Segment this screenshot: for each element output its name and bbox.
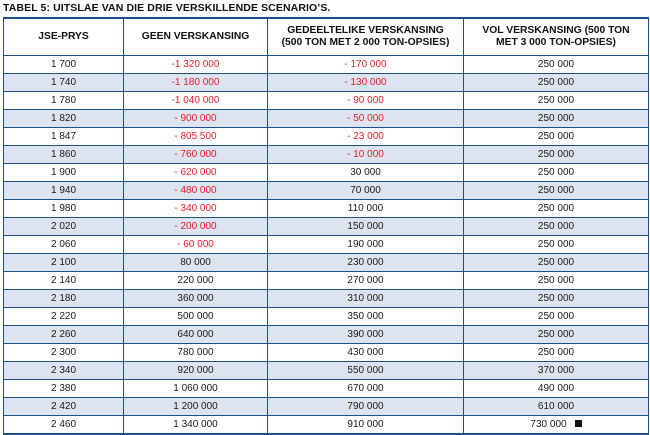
cell-no-hedge — [124, 56, 268, 74]
cell-partial-hedge-value: 790 000 — [347, 401, 384, 412]
table-row — [4, 326, 649, 344]
cell-price — [4, 398, 124, 416]
cell-full-hedge — [464, 182, 649, 200]
cell-no-hedge-value: - 760 000 — [174, 149, 217, 160]
cell-full-hedge — [464, 92, 649, 110]
cell-no-hedge — [124, 290, 268, 308]
cell-no-hedge — [124, 128, 268, 146]
table-row — [4, 218, 649, 236]
cell-full-hedge-value: 250 000 — [537, 185, 575, 196]
cell-partial-hedge — [268, 74, 464, 92]
cell-price-value: 2 380 — [50, 383, 77, 394]
cell-price-value: 2 140 — [50, 275, 77, 286]
cell-price — [4, 308, 124, 326]
cell-price — [4, 128, 124, 146]
cell-price-value: 1 940 — [50, 185, 77, 196]
cell-no-hedge — [124, 416, 268, 435]
cell-full-hedge-value: 250 000 — [537, 221, 575, 232]
cell-price-value: 1 700 — [50, 59, 77, 70]
cell-full-hedge-value: 250 000 — [537, 239, 575, 250]
cell-partial-hedge-value: 70 000 — [350, 185, 381, 196]
cell-partial-hedge — [268, 92, 464, 110]
cell-full-hedge-value: 250 000 — [537, 131, 575, 142]
cell-no-hedge-value: 780 000 — [177, 347, 214, 358]
cell-price-value: 2 020 — [50, 221, 77, 232]
cell-partial-hedge — [268, 236, 464, 254]
cell-partial-hedge-value: 430 000 — [347, 347, 384, 358]
cell-price-value: 1 860 — [50, 149, 77, 160]
cell-price-value: 1 740 — [50, 77, 77, 88]
cell-price — [4, 380, 124, 398]
cell-price — [4, 326, 124, 344]
cell-partial-hedge-value: 270 000 — [347, 275, 384, 286]
cell-no-hedge — [124, 92, 268, 110]
cell-full-hedge-value: 730 000 — [530, 419, 567, 430]
cell-price-value: 2 420 — [50, 401, 77, 412]
cell-full-hedge — [464, 398, 649, 416]
header-row — [4, 18, 649, 56]
cell-no-hedge-value: 920 000 — [177, 365, 214, 376]
cell-partial-hedge — [268, 146, 464, 164]
cell-partial-hedge — [268, 272, 464, 290]
cell-no-hedge-value: 220 000 — [177, 275, 214, 286]
cell-price-value: 2 060 — [50, 239, 77, 250]
cell-no-hedge-value: -1 180 000 — [171, 77, 220, 88]
cell-partial-hedge-value: 30 000 — [350, 167, 381, 178]
cell-no-hedge-value: - 620 000 — [174, 167, 217, 178]
cell-price — [4, 236, 124, 254]
cell-full-hedge — [464, 164, 649, 182]
table-row — [4, 92, 649, 110]
cell-full-hedge — [464, 110, 649, 128]
cell-price — [4, 290, 124, 308]
cell-partial-hedge — [268, 362, 464, 380]
cell-partial-hedge-value: 150 000 — [347, 221, 384, 232]
cell-no-hedge-value: -1 320 000 — [171, 59, 220, 70]
cell-no-hedge-value: 1 340 000 — [173, 419, 218, 430]
cell-partial-hedge — [268, 254, 464, 272]
cell-price-value: 1 820 — [50, 113, 77, 124]
cell-partial-hedge — [268, 326, 464, 344]
header-price: JSE-PRYS — [4, 18, 124, 56]
cell-no-hedge-value: - 480 000 — [174, 185, 217, 196]
table-row — [4, 272, 649, 290]
table-row — [4, 74, 649, 92]
cell-partial-hedge-value: 550 000 — [347, 365, 384, 376]
cell-no-hedge — [124, 110, 268, 128]
cell-full-hedge-value: 250 000 — [537, 149, 575, 160]
table-row — [4, 254, 649, 272]
cell-price — [4, 92, 124, 110]
cell-price — [4, 146, 124, 164]
table-row — [4, 398, 649, 416]
cell-price-value: 1 847 — [50, 131, 77, 142]
cell-partial-hedge-value: 310 000 — [347, 293, 384, 304]
cell-full-hedge — [464, 218, 649, 236]
cell-price — [4, 254, 124, 272]
cell-price-value: 2 460 — [50, 419, 77, 430]
cell-partial-hedge — [268, 290, 464, 308]
cell-full-hedge-value: 250 000 — [537, 311, 575, 322]
cell-no-hedge-value: 1 200 000 — [173, 401, 218, 412]
cell-price — [4, 218, 124, 236]
cell-no-hedge — [124, 326, 268, 344]
cell-partial-hedge-value: 190 000 — [347, 239, 384, 250]
cell-full-hedge-value: 250 000 — [537, 275, 575, 286]
cell-full-hedge — [464, 362, 649, 380]
cell-full-hedge-value: 250 000 — [537, 113, 575, 124]
cell-no-hedge — [124, 254, 268, 272]
cell-partial-hedge-value: 910 000 — [347, 419, 384, 430]
cell-no-hedge — [124, 218, 268, 236]
cell-no-hedge — [124, 380, 268, 398]
cell-partial-hedge — [268, 344, 464, 362]
cell-no-hedge — [124, 200, 268, 218]
cell-price-value: 2 260 — [50, 329, 77, 340]
table-row — [4, 308, 649, 326]
cell-no-hedge-value: 360 000 — [177, 293, 214, 304]
cell-no-hedge-value: - 340 000 — [174, 203, 217, 214]
header-partial-hedge: GEDEELTELIKE VERSKANSING (500 TON MET 2 000 TON-OPSIES) — [268, 18, 464, 56]
cell-no-hedge-value: 1 060 000 — [173, 383, 218, 394]
cell-partial-hedge — [268, 218, 464, 236]
table-caption: TABEL 5: UITSLAE VAN DIE DRIE VERSKILLENDE SCENARIO’S. — [3, 2, 331, 14]
cell-full-hedge — [464, 308, 649, 326]
cell-full-hedge-value: 250 000 — [537, 257, 575, 268]
cell-no-hedge-value: - 60 000 — [177, 239, 214, 250]
cell-partial-hedge-value: - 130 000 — [344, 77, 387, 88]
cell-no-hedge — [124, 182, 268, 200]
table-row — [4, 290, 649, 308]
cell-full-hedge-value: 370 000 — [537, 365, 575, 376]
cell-price-value: 2 100 — [50, 257, 77, 268]
cell-partial-hedge-value: 350 000 — [347, 311, 384, 322]
cell-partial-hedge-value: - 23 000 — [347, 131, 384, 142]
header-full-hedge: VOL VERSKANSING (500 TON MET 3 000 TON-OPSIES) — [464, 18, 649, 56]
cell-full-hedge — [464, 128, 649, 146]
cell-full-hedge-value: 250 000 — [537, 293, 575, 304]
cell-partial-hedge-value: - 10 000 — [347, 149, 384, 160]
cell-price — [4, 344, 124, 362]
table-row — [4, 128, 649, 146]
cell-full-hedge-value: 250 000 — [537, 203, 575, 214]
cell-partial-hedge-value: - 170 000 — [344, 59, 387, 70]
cell-partial-hedge — [268, 128, 464, 146]
cell-full-hedge-value: 250 000 — [537, 59, 575, 70]
cell-no-hedge — [124, 308, 268, 326]
cell-price — [4, 272, 124, 290]
cell-price — [4, 164, 124, 182]
header-no-hedge: GEEN VERSKANSING — [124, 18, 268, 56]
table-row — [4, 236, 649, 254]
cell-partial-hedge-value: 230 000 — [347, 257, 384, 268]
cell-full-hedge — [464, 200, 649, 218]
cell-price-value: 2 180 — [50, 293, 77, 304]
table-row — [4, 164, 649, 182]
cell-price-value: 1 980 — [50, 203, 77, 214]
cell-price-value: 1 780 — [50, 95, 77, 106]
table-row — [4, 200, 649, 218]
cell-partial-hedge — [268, 164, 464, 182]
table-row — [4, 362, 649, 380]
cell-price — [4, 56, 124, 74]
cell-no-hedge — [124, 74, 268, 92]
cell-price — [4, 110, 124, 128]
cell-no-hedge-value: -1 040 000 — [171, 95, 220, 106]
cell-price — [4, 362, 124, 380]
cell-full-hedge — [464, 290, 649, 308]
cell-full-hedge — [464, 416, 649, 435]
cell-full-hedge-value: 250 000 — [537, 95, 575, 106]
cell-partial-hedge — [268, 110, 464, 128]
cell-no-hedge-value: - 805 500 — [174, 131, 217, 142]
table-row — [4, 380, 649, 398]
cell-full-hedge — [464, 380, 649, 398]
cell-partial-hedge — [268, 200, 464, 218]
cell-no-hedge — [124, 344, 268, 362]
cell-full-hedge-value: 490 000 — [537, 383, 575, 394]
cell-full-hedge — [464, 56, 649, 74]
cell-price — [4, 416, 124, 435]
table-row — [4, 146, 649, 164]
cell-no-hedge-value: - 200 000 — [174, 221, 217, 232]
cell-no-hedge — [124, 236, 268, 254]
cell-partial-hedge-value: 110 000 — [347, 203, 384, 214]
cell-partial-hedge-value: - 90 000 — [347, 95, 384, 106]
cell-full-hedge — [464, 326, 649, 344]
cell-full-hedge-value: 250 000 — [537, 77, 575, 88]
cell-partial-hedge — [268, 182, 464, 200]
cell-full-hedge-value: 250 000 — [537, 329, 575, 340]
cell-full-hedge — [464, 236, 649, 254]
cell-partial-hedge — [268, 308, 464, 326]
cell-full-hedge-value: 250 000 — [537, 347, 575, 358]
cell-price-value: 2 340 — [50, 365, 77, 376]
cell-price — [4, 200, 124, 218]
cell-no-hedge — [124, 272, 268, 290]
table-row — [4, 416, 649, 435]
cell-price-value: 2 220 — [50, 311, 77, 322]
cell-no-hedge-value: 80 000 — [180, 257, 211, 268]
cell-no-hedge-value: 640 000 — [177, 329, 214, 340]
results-table — [3, 17, 649, 435]
cell-price — [4, 182, 124, 200]
cell-no-hedge — [124, 164, 268, 182]
cell-full-hedge — [464, 254, 649, 272]
cell-partial-hedge — [268, 56, 464, 74]
cell-partial-hedge — [268, 416, 464, 435]
cell-full-hedge-value: 250 000 — [537, 167, 575, 178]
table-row — [4, 56, 649, 74]
table-row — [4, 110, 649, 128]
cell-price-value: 2 300 — [50, 347, 77, 358]
cell-partial-hedge-value: 390 000 — [347, 329, 384, 340]
table-row — [4, 182, 649, 200]
end-mark-icon — [575, 420, 582, 427]
cell-full-hedge — [464, 272, 649, 290]
cell-price — [4, 74, 124, 92]
cell-partial-hedge-value: 670 000 — [347, 383, 384, 394]
cell-full-hedge-value: 610 000 — [537, 401, 575, 412]
table-body — [4, 56, 649, 435]
cell-full-hedge — [464, 344, 649, 362]
cell-partial-hedge-value: - 50 000 — [347, 113, 384, 124]
cell-full-hedge — [464, 74, 649, 92]
cell-no-hedge-value: - 900 000 — [174, 113, 217, 124]
table-row — [4, 344, 649, 362]
cell-no-hedge — [124, 146, 268, 164]
cell-partial-hedge — [268, 380, 464, 398]
cell-no-hedge — [124, 398, 268, 416]
cell-full-hedge — [464, 146, 649, 164]
cell-no-hedge-value: 500 000 — [177, 311, 214, 322]
cell-partial-hedge — [268, 398, 464, 416]
cell-price-value: 1 900 — [50, 167, 77, 178]
cell-no-hedge — [124, 362, 268, 380]
